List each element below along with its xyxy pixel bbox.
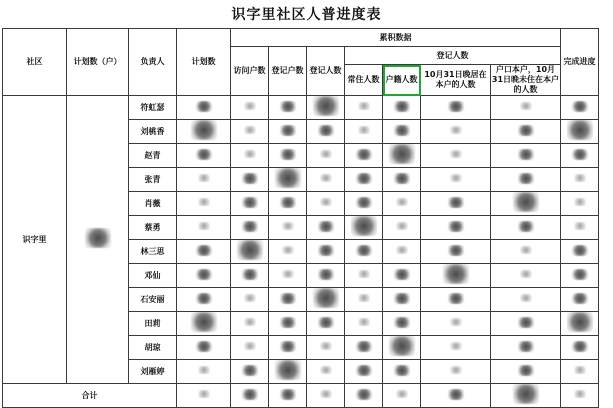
redacted-value	[242, 365, 258, 376]
redacted-value	[196, 149, 212, 160]
cell-oct31-in-household[interactable]	[421, 96, 491, 120]
cell-registered-people[interactable]	[307, 360, 345, 384]
redacted-value	[518, 149, 534, 160]
cell-visited-households[interactable]	[231, 216, 269, 240]
cell-registered-people[interactable]	[307, 264, 345, 288]
redacted-value	[358, 126, 370, 134]
cell-registered-households[interactable]	[269, 216, 307, 240]
cell-household-registered-people[interactable]	[383, 216, 421, 240]
redacted-value	[320, 390, 332, 398]
cell-completion[interactable]	[561, 288, 599, 312]
redacted-value	[448, 197, 464, 208]
redacted-value	[518, 317, 534, 328]
redacted-value	[448, 221, 464, 232]
redacted-value	[242, 197, 258, 208]
redacted-value	[396, 246, 408, 254]
cell-oct31-in-household[interactable]	[421, 144, 491, 168]
cell-household-registered-people[interactable]	[383, 360, 421, 384]
redacted-value	[394, 101, 410, 112]
cell-oct31-in-household[interactable]	[421, 264, 491, 288]
table-row	[3, 96, 599, 120]
redacted-value	[313, 288, 339, 308]
redacted-value	[574, 390, 586, 398]
header-person-in-charge: 负责人	[129, 29, 177, 96]
redacted-value	[356, 389, 372, 400]
cell-visited-households[interactable]	[231, 192, 269, 216]
redacted-value	[275, 168, 301, 188]
cell-household-registered-people[interactable]	[383, 312, 421, 336]
cell-registered-people[interactable]	[307, 144, 345, 168]
redacted-value	[244, 126, 256, 134]
header-registered-not-in-household: 户口本户，10月31日晚未住在本户的人数	[491, 65, 560, 94]
cell-registered-households[interactable]	[269, 312, 307, 336]
redacted-value	[196, 269, 212, 280]
cell-plan-count[interactable]	[177, 336, 231, 360]
cell-registered-households[interactable]	[269, 144, 307, 168]
cell-completion[interactable]	[561, 96, 599, 120]
cell-household-registered-people[interactable]	[383, 96, 421, 120]
sheet-title: 识字里社区人普进度表	[231, 7, 382, 23]
header-cumulative: 累积数据	[231, 29, 561, 47]
header-registered-households: 登记户数	[269, 47, 307, 96]
cell-household-registered-people[interactable]	[383, 240, 421, 264]
cell-registered-households[interactable]	[269, 288, 307, 312]
cell-registered-not-in-household[interactable]	[491, 360, 561, 384]
cell-oct31-in-household[interactable]	[421, 336, 491, 360]
redacted-value	[356, 245, 372, 256]
redacted-value	[280, 293, 296, 304]
cell-completion[interactable]	[561, 336, 599, 360]
redacted-value	[572, 101, 588, 112]
redacted-value	[520, 102, 532, 110]
redacted-value	[191, 312, 217, 332]
redacted-value	[394, 365, 410, 376]
redacted-value	[394, 125, 410, 136]
redacted-value	[574, 174, 586, 182]
cell-resident-people[interactable]	[345, 360, 383, 384]
redacted-value	[394, 173, 410, 184]
cell-registered-households[interactable]	[269, 192, 307, 216]
cell-resident-people[interactable]	[345, 288, 383, 312]
redacted-value	[572, 269, 588, 280]
redacted-value	[320, 342, 332, 350]
cell-visited-households[interactable]	[231, 312, 269, 336]
cell-completion[interactable]	[561, 240, 599, 264]
cell-registered-households[interactable]	[269, 336, 307, 360]
cell-registered-people[interactable]	[307, 288, 345, 312]
redacted-value	[396, 390, 408, 398]
header-community: 社区	[3, 29, 67, 96]
total-cell-registered-not-in-household[interactable]	[491, 384, 561, 408]
redacted-value	[244, 294, 256, 302]
redacted-value	[242, 221, 258, 232]
cell-household-registered-people[interactable]	[383, 336, 421, 360]
cell-registered-households[interactable]	[269, 96, 307, 120]
redacted-value	[318, 125, 334, 136]
redacted-value	[196, 245, 212, 256]
cell-resident-people[interactable]	[345, 216, 383, 240]
redacted-value	[242, 173, 258, 184]
cell-registered-not-in-household[interactable]	[491, 216, 561, 240]
cell-registered-people[interactable]	[307, 168, 345, 192]
redacted-value	[280, 389, 296, 400]
cell-resident-people[interactable]	[345, 336, 383, 360]
header-registered-people: 登记人数	[307, 47, 345, 96]
cell-resident-people[interactable]	[345, 192, 383, 216]
person-name-cell[interactable]: 刘桃香	[129, 120, 177, 144]
cell-visited-households[interactable]	[231, 240, 269, 264]
cell-registered-not-in-household[interactable]	[491, 240, 561, 264]
cell-registered-not-in-household[interactable]	[491, 144, 561, 168]
redacted-value	[394, 269, 410, 280]
cell-registered-not-in-household[interactable]	[491, 312, 561, 336]
redacted-value	[313, 96, 339, 116]
redacted-value	[244, 318, 256, 326]
redacted-value	[518, 365, 534, 376]
redacted-value	[396, 198, 408, 206]
cell-registered-people[interactable]	[307, 240, 345, 264]
cell-household-registered-people[interactable]	[383, 288, 421, 312]
total-cell-oct31-in-household[interactable]	[421, 384, 491, 408]
cell-resident-people[interactable]	[345, 240, 383, 264]
redacted-value	[191, 120, 217, 140]
cell-resident-people[interactable]	[345, 168, 383, 192]
redacted-value	[394, 317, 410, 328]
redacted-value	[572, 245, 588, 256]
cell-plan-count[interactable]	[177, 144, 231, 168]
redacted-value	[196, 101, 212, 112]
redacted-value	[320, 150, 332, 158]
cell-oct31-in-household[interactable]	[421, 168, 491, 192]
redacted-value	[198, 198, 210, 206]
cell-registered-not-in-household[interactable]	[491, 264, 561, 288]
redacted-value	[396, 222, 408, 230]
redacted-value	[389, 336, 415, 356]
redacted-value	[448, 389, 464, 400]
redacted-value	[450, 174, 462, 182]
redacted-value	[356, 341, 372, 352]
cell-visited-households[interactable]	[231, 144, 269, 168]
person-name-cell[interactable]: 符虹瑟	[129, 96, 177, 120]
total-cell-resident-people[interactable]	[345, 384, 383, 408]
redacted-value	[244, 102, 256, 110]
cell-registered-not-in-household[interactable]	[491, 120, 561, 144]
cell-plan-count[interactable]	[177, 288, 231, 312]
redacted-value	[318, 245, 334, 256]
redacted-value	[574, 222, 586, 230]
redacted-value	[198, 390, 210, 398]
redacted-value	[198, 222, 210, 230]
cell-plan-count[interactable]	[177, 96, 231, 120]
redacted-value	[85, 228, 111, 248]
header-visited-households: 访问户数	[231, 47, 269, 96]
cell-plan-count[interactable]	[177, 216, 231, 240]
cell-plan-count[interactable]	[177, 120, 231, 144]
cell-registered-households[interactable]	[269, 120, 307, 144]
redacted-value	[356, 365, 372, 376]
redacted-value	[450, 318, 462, 326]
header-household-registered-people[interactable]: 户籍人数	[383, 65, 421, 96]
cell-visited-households[interactable]	[231, 120, 269, 144]
redacted-value	[572, 293, 588, 304]
cell-registered-not-in-household[interactable]	[491, 96, 561, 120]
cell-registered-not-in-household[interactable]	[491, 192, 561, 216]
cell-visited-households[interactable]	[231, 96, 269, 120]
total-cell-visited-households[interactable]	[231, 384, 269, 408]
redacted-value	[280, 197, 296, 208]
redacted-value	[244, 342, 256, 350]
redacted-value	[518, 341, 534, 352]
cell-plan-count[interactable]	[177, 192, 231, 216]
redacted-value	[320, 174, 332, 182]
redacted-value	[356, 173, 372, 184]
person-name-cell[interactable]: 刘雁婷	[129, 360, 177, 384]
redacted-value	[574, 198, 586, 206]
redacted-value	[448, 101, 464, 112]
cell-visited-households[interactable]	[231, 288, 269, 312]
cell-registered-people[interactable]	[307, 120, 345, 144]
cell-resident-people[interactable]	[345, 264, 383, 288]
redacted-value	[450, 366, 462, 374]
cell-completion[interactable]	[561, 312, 599, 336]
redacted-value	[242, 269, 258, 280]
redacted-value	[389, 144, 415, 164]
cell-registered-households[interactable]	[269, 168, 307, 192]
cell-completion[interactable]	[561, 264, 599, 288]
redacted-value	[448, 245, 464, 256]
cell-resident-people[interactable]	[345, 312, 383, 336]
total-row	[3, 384, 599, 408]
redacted-value	[450, 126, 462, 134]
redacted-value	[351, 216, 377, 236]
redacted-value	[196, 293, 212, 304]
redacted-value	[513, 192, 539, 212]
redacted-value	[450, 150, 462, 158]
cell-household-registered-people[interactable]	[383, 264, 421, 288]
cell-plan-count[interactable]	[177, 264, 231, 288]
community-cell[interactable]: 识字里	[3, 96, 67, 384]
redacted-value	[282, 246, 294, 254]
total-cell-registered-households[interactable]	[269, 384, 307, 408]
redacted-value	[443, 264, 469, 284]
person-name-cell[interactable]: 石安丽	[129, 288, 177, 312]
redacted-value	[320, 366, 332, 374]
cell-resident-people[interactable]	[345, 144, 383, 168]
cell-household-registered-people[interactable]	[383, 168, 421, 192]
cell-oct31-in-household[interactable]	[421, 240, 491, 264]
cell-registered-people[interactable]	[307, 216, 345, 240]
redacted-value	[318, 317, 334, 328]
person-name-cell[interactable]: 肖薇	[129, 192, 177, 216]
cell-household-registered-people[interactable]	[383, 192, 421, 216]
person-name-cell[interactable]: 胡琼	[129, 336, 177, 360]
cell-registered-not-in-household[interactable]	[491, 336, 561, 360]
redacted-value	[358, 294, 370, 302]
redacted-value	[196, 341, 212, 352]
redacted-value	[320, 198, 332, 206]
redacted-value	[574, 366, 586, 374]
cell-visited-households[interactable]	[231, 336, 269, 360]
redacted-value	[198, 366, 210, 374]
redacted-value	[318, 269, 334, 280]
cell-completion[interactable]	[561, 192, 599, 216]
redacted-value	[448, 293, 464, 304]
cell-registered-not-in-household[interactable]	[491, 288, 561, 312]
redacted-value	[572, 341, 588, 352]
person-name-cell[interactable]: 赵青	[129, 144, 177, 168]
redacted-value	[520, 270, 532, 278]
redacted-value	[280, 125, 296, 136]
header-registered-people-group: 登记人数	[345, 47, 561, 65]
redacted-value	[520, 246, 532, 254]
cell-registered-households[interactable]	[269, 360, 307, 384]
redacted-value	[242, 389, 258, 400]
person-name-cell[interactable]: 田莉	[129, 312, 177, 336]
redacted-value	[280, 101, 296, 112]
cell-plan-count[interactable]	[177, 360, 231, 384]
redacted-value	[356, 197, 372, 208]
header-completion: 完成进度	[561, 29, 599, 96]
person-name-cell[interactable]: 林三思	[129, 240, 177, 264]
total-cell-household-registered-people[interactable]	[383, 384, 421, 408]
cell-registered-households[interactable]	[269, 264, 307, 288]
redacted-value	[358, 270, 370, 278]
plan-households-cell[interactable]	[67, 96, 129, 384]
progress-table	[2, 28, 599, 408]
redacted-value	[280, 149, 296, 160]
cell-registered-people[interactable]	[307, 96, 345, 120]
cell-completion[interactable]	[561, 360, 599, 384]
header-resident-people: 常住人数	[345, 65, 383, 96]
redacted-value	[280, 317, 296, 328]
redacted-value	[572, 149, 588, 160]
cell-registered-households[interactable]	[269, 240, 307, 264]
cell-registered-people[interactable]	[307, 336, 345, 360]
cell-visited-households[interactable]	[231, 264, 269, 288]
cell-visited-households[interactable]	[231, 360, 269, 384]
redacted-value	[282, 222, 294, 230]
redacted-value	[520, 294, 532, 302]
cell-household-registered-people[interactable]	[383, 144, 421, 168]
cell-plan-count[interactable]	[177, 312, 231, 336]
person-name-cell[interactable]: 蔡勇	[129, 216, 177, 240]
total-cell-completion[interactable]	[561, 384, 599, 408]
redacted-value	[518, 221, 534, 232]
redacted-value	[237, 240, 263, 260]
cell-plan-count[interactable]	[177, 168, 231, 192]
person-name-cell[interactable]: 邓仙	[129, 264, 177, 288]
redacted-value	[282, 270, 294, 278]
cell-registered-people[interactable]	[307, 312, 345, 336]
header-oct31-in-household: 10月31日晚居在本户的人数	[421, 65, 491, 96]
redacted-value	[318, 221, 334, 232]
cell-resident-people[interactable]	[345, 120, 383, 144]
header-plan-count: 计划数	[177, 29, 231, 96]
redacted-value	[394, 293, 410, 304]
cell-plan-count[interactable]	[177, 240, 231, 264]
cell-household-registered-people[interactable]	[383, 120, 421, 144]
cell-completion[interactable]	[561, 168, 599, 192]
redacted-value	[518, 173, 534, 184]
total-label: 合计	[3, 384, 177, 408]
cell-oct31-in-household[interactable]	[421, 288, 491, 312]
redacted-value	[358, 318, 370, 326]
redacted-value	[450, 342, 462, 350]
cell-resident-people[interactable]	[345, 96, 383, 120]
cell-oct31-in-household[interactable]	[421, 120, 491, 144]
cell-registered-not-in-household[interactable]	[491, 168, 561, 192]
redacted-value	[275, 360, 301, 380]
redacted-value	[244, 150, 256, 158]
redacted-value	[513, 384, 539, 404]
cell-oct31-in-household[interactable]	[421, 216, 491, 240]
header-plan-households: 计划数（户）	[67, 29, 129, 96]
redacted-value	[198, 174, 210, 182]
cell-oct31-in-household[interactable]	[421, 312, 491, 336]
redacted-value	[567, 120, 593, 140]
total-cell-plan-count[interactable]	[177, 384, 231, 408]
redacted-value	[356, 149, 372, 160]
cell-registered-people[interactable]	[307, 192, 345, 216]
cell-completion[interactable]	[561, 216, 599, 240]
total-cell-registered-people[interactable]	[307, 384, 345, 408]
cell-oct31-in-household[interactable]	[421, 192, 491, 216]
person-name-cell[interactable]: 张青	[129, 168, 177, 192]
redacted-value	[358, 102, 370, 110]
cell-visited-households[interactable]	[231, 168, 269, 192]
redacted-value	[518, 125, 534, 136]
redacted-value	[567, 312, 593, 332]
redacted-value	[280, 341, 296, 352]
cell-completion[interactable]	[561, 120, 599, 144]
cell-completion[interactable]	[561, 144, 599, 168]
cell-oct31-in-household[interactable]	[421, 360, 491, 384]
